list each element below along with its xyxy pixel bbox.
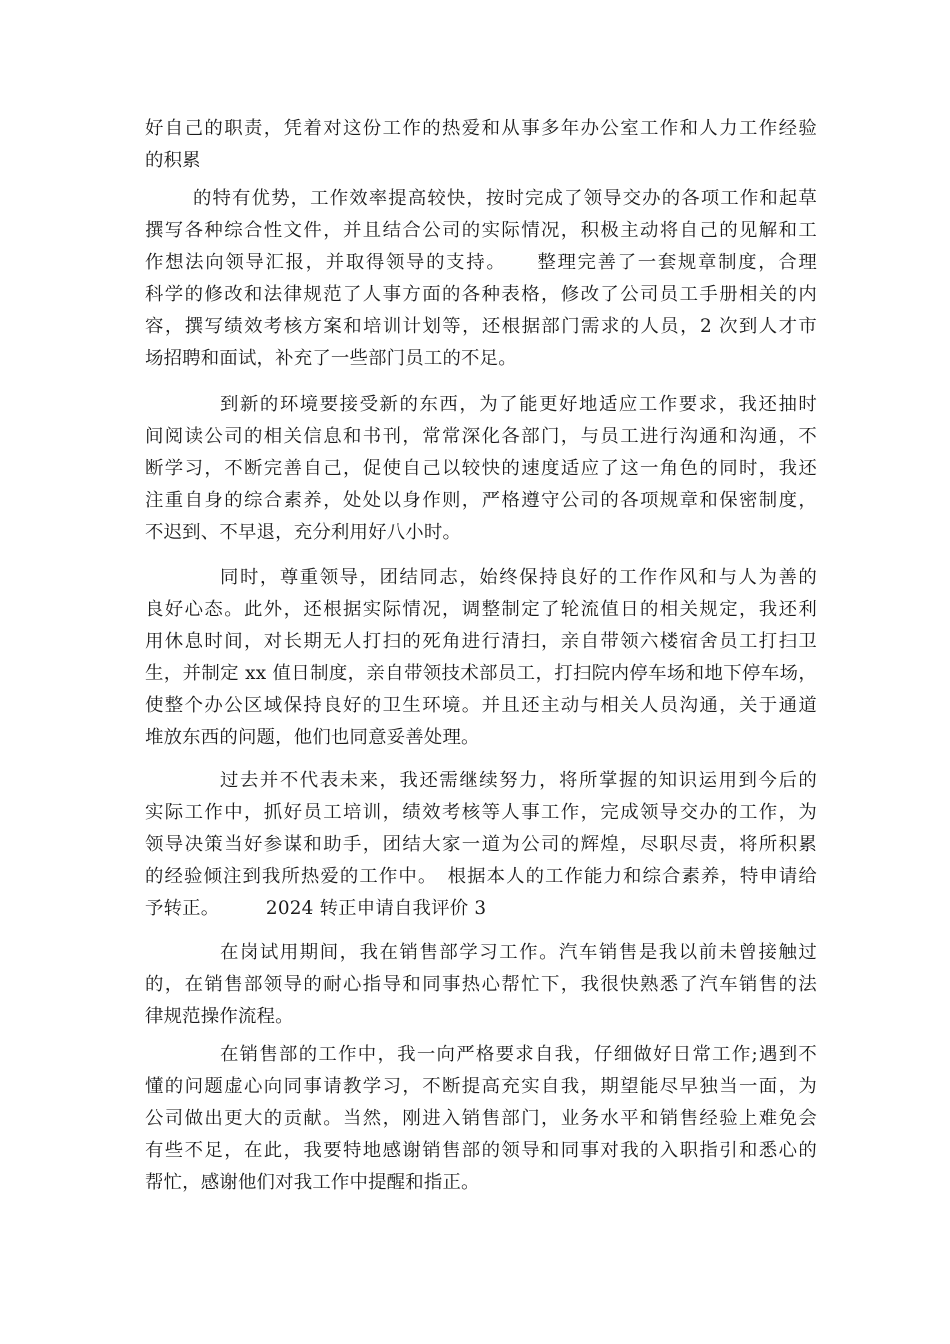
paragraph-line: 撰写各种综合性文件，并且结合公司的实际情况，积极主动将自己的见解和工	[145, 220, 817, 241]
paragraph-line: 用休息时间，对长期无人打扫的死角进行清扫，亲自带领六楼宿舍员工打扫卫	[145, 631, 817, 652]
paragraph-line: 使整个办公区域保持良好的卫生环境。并且还主动与相关人员沟通，关于通道	[145, 695, 817, 716]
paragraph-line: 到新的环境要接受新的东西，为了能更好地适应工作要求，我还抽时	[220, 394, 817, 415]
paragraph-7	[145, 1039, 817, 1199]
paragraph-line: 堆放东西的问题，他们也同意妥善处理。	[145, 727, 480, 748]
paragraph-line: 的，在销售部领导的耐心指导和同事热心帮忙下，我很快熟悉了汽车销售的法	[145, 974, 817, 995]
paragraph-line: 生，并制定 xx 值日制度，亲自带领技术部员工，打扫院内停车场和地下停车场，	[145, 663, 817, 684]
paragraph-6	[145, 937, 817, 1033]
paragraph-line: 好自己的职责，凭着对这份工作的热爱和从事多年办公室工作和人力工作经验	[145, 118, 817, 139]
paragraph-line: 有些不足，在此，我要特地感谢销售部的领导和同事对我的入职指引和悉心的	[145, 1140, 817, 1161]
paragraph-line: 律规范操作流程。	[145, 1006, 294, 1027]
paragraph-line: 在销售部的工作中，我一向严格要求自我，仔细做好日常工作;遇到不	[220, 1044, 817, 1065]
paragraph-line: 实际工作中，抓好员工培训，绩效考核等人事工作，完成领导交办的工作，为	[145, 802, 817, 823]
paragraph-3	[145, 389, 817, 549]
paragraph-line: 的积累	[145, 150, 201, 171]
paragraph-2	[145, 183, 817, 375]
paragraph-line: 在岗试用期间，我在销售部学习工作。汽车销售是我以前未曾接触过	[220, 942, 817, 963]
paragraph-line: 同时，尊重领导，团结同志，始终保持良好的工作作风和与人为善的	[220, 567, 817, 588]
paragraph-line: 断学习，不断完善自己，促使自己以较快的速度适应了这一角色的同时，我还	[145, 458, 817, 479]
paragraph-line: 间阅读公司的相关信息和书刊，常常深化各部门，与员工进行沟通和沟通，不	[145, 426, 817, 447]
paragraph-line: 容，撰写绩效考核方案和培训计划等，还根据部门需求的人员，2 次到人才市	[145, 316, 817, 337]
paragraph-line: 作想法向领导汇报，并取得领导的支持。 整理完善了一套规章制度，合理	[145, 252, 817, 273]
paragraph-line: 科学的修改和法律规范了人事方面的各种表格，修改了公司员工手册相关的内	[145, 284, 817, 305]
paragraph-line: 注重自身的综合素养，处处以身作则，严格遵守公司的各项规章和保密制度，	[145, 490, 817, 511]
paragraph-line: 良好心态。此外，还根据实际情况，调整制定了轮流值日的相关规定，我还利	[145, 599, 817, 620]
paragraph-1	[145, 113, 817, 177]
paragraph-line: 的经验倾注到我所热爱的工作中。 根据本人的工作能力和综合素养，特申请给	[145, 866, 817, 887]
paragraph-4	[145, 562, 817, 754]
paragraph-line: 懂的问题虚心向同事请教学习，不断提高充实自我，期望能尽早独当一面，为	[145, 1076, 817, 1097]
paragraph-line: 帮忙，感谢他们对我工作中提醒和指正。	[145, 1172, 480, 1193]
paragraph-line: 过去并不代表未来，我还需继续努力，将所掌握的知识运用到今后的	[220, 770, 817, 791]
paragraph-line: 场招聘和面试，补充了一些部门员工的不足。	[145, 348, 517, 369]
paragraph-line: 不迟到、不早退，充分利用好八小时。	[145, 522, 462, 543]
paragraph-line: 的特有优势，工作效率提高较快，按时完成了领导交办的各项工作和起草	[193, 188, 817, 209]
paragraph-5	[145, 765, 817, 925]
paragraph-line: 予转正。 2024 转正申请自我评价 3	[145, 898, 487, 919]
paragraph-line: 领导决策当好参谋和助手，团结大家一道为公司的辉煌，尽职尽责，将所积累	[145, 834, 817, 855]
paragraph-line: 公司做出更大的贡献。当然，刚进入销售部门，业务水平和销售经验上难免会	[145, 1108, 817, 1129]
